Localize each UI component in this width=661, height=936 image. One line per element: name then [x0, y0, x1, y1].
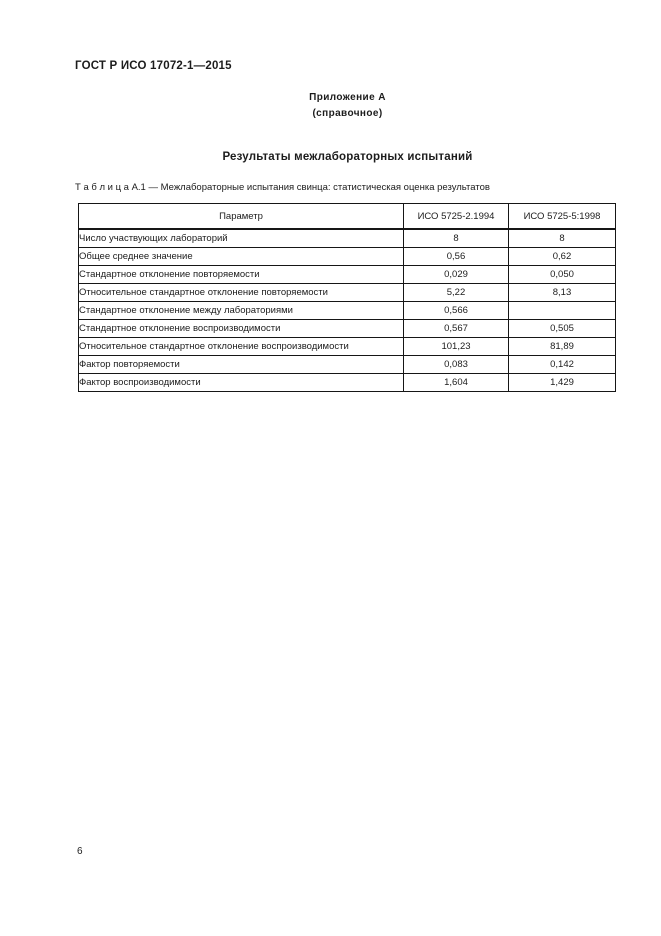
value-cell: 0,505: [509, 320, 616, 338]
value-cell: 0,142: [509, 356, 616, 374]
table-header-row: [79, 204, 616, 230]
value-cell: 1,429: [509, 374, 616, 392]
value-cell: 0,62: [509, 248, 616, 266]
value-cell: 0,56: [404, 248, 509, 266]
results-table-body: [79, 229, 616, 392]
table-row: [79, 374, 616, 392]
parameter-cell: Общее среднее значение: [79, 248, 404, 266]
parameter-cell: Фактор повторяемости: [79, 356, 404, 374]
value-cell: 101,23: [404, 338, 509, 356]
table-row: [79, 320, 616, 338]
value-cell: 81,89: [509, 338, 616, 356]
appendix-title: Приложение А: [309, 92, 386, 103]
appendix-heading: [75, 90, 620, 122]
table-row: [79, 284, 616, 302]
table-row: [79, 302, 616, 320]
table-row: [79, 356, 616, 374]
value-cell: 5,22: [404, 284, 509, 302]
parameter-cell: Стандартное отклонение воспроизводимости: [79, 320, 404, 338]
value-cell: 8,13: [509, 284, 616, 302]
results-table-header: [79, 204, 616, 230]
parameter-cell: Фактор воспроизводимости: [79, 374, 404, 392]
column-header-iso-5725-5: ИСО 5725-5:1998: [509, 204, 616, 230]
value-cell: 8: [509, 229, 616, 248]
value-cell: 0,567: [404, 320, 509, 338]
column-header-parameter: Параметр: [79, 204, 404, 230]
value-cell: 8: [404, 229, 509, 248]
value-cell: 0,029: [404, 266, 509, 284]
column-header-iso-5725-2: ИСО 5725-2.1994: [404, 204, 509, 230]
parameter-cell: Стандартное отклонение повторяемости: [79, 266, 404, 284]
parameter-cell: Относительное стандартное отклонение воспроизводимости: [79, 338, 404, 356]
parameter-cell: Стандартное отклонение между лабораториями: [79, 302, 404, 320]
table-row: [79, 229, 616, 248]
appendix-kind: (справочное): [312, 108, 383, 119]
results-table: [78, 203, 616, 392]
section-title: Результаты межлабораторных испытаний: [222, 151, 473, 163]
page-number: 6: [77, 846, 83, 857]
table-caption: Т а б л и ц а А.1 — Межлабораторные испытания свинца: статистическая оценка результатов: [75, 182, 490, 193]
parameter-cell: Относительное стандартное отклонение повторяемости: [79, 284, 404, 302]
document-number: ГОСТ Р ИСО 17072-1—2015: [75, 60, 232, 72]
table-row: [79, 248, 616, 266]
value-cell: 1,604: [404, 374, 509, 392]
value-cell: [509, 302, 616, 320]
value-cell: 0,050: [509, 266, 616, 284]
value-cell: 0,566: [404, 302, 509, 320]
parameter-cell: Число участвующих лабораторий: [79, 229, 404, 248]
value-cell: 0,083: [404, 356, 509, 374]
table-row: [79, 266, 616, 284]
table-row: [79, 338, 616, 356]
